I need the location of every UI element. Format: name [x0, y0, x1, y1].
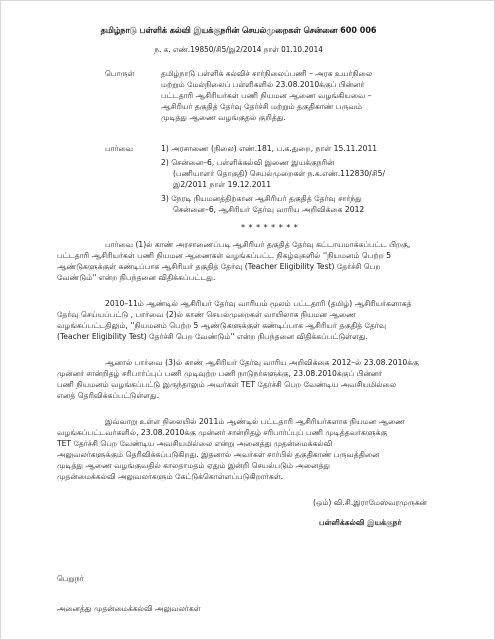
recipient-line: அனைத்து முதன்மைக்கல்வி அலுவலர்கள்: [57, 604, 201, 613]
paragraph-line: வழங்கப்பட்டதிலும், ''நியமனம் பெற்ற 5 ஆண்டுகளுக்குள் கண்டிப்பாக ஆசிரியர் தகுதித் தேர்வு: [57, 321, 387, 330]
paragraph-line: ஆனால் பார்வை (3)ல் காண் ஆசிரியர் தேர்வு வாரிய அறிவிக்கை 2012–ல் 23.08.2010க்கு: [105, 358, 419, 367]
recipient-label: பெறுநர்: [57, 574, 84, 583]
paragraph-line: TET தேர்ச்சி பெற வேண்டிய அவசியமில்லை என்று அனைத்து முதன்மைக்கல்வி: [57, 439, 333, 448]
subject-line: ஆசிரியர் தகுதித் தேர்வு தேர்ச்சி மற்றும் தகுதிகாண் பருவம்: [161, 102, 362, 111]
reference-number: ந. க. எண்.19850/சி5/இ2/2014 நாள் 01.10.2014: [154, 45, 323, 54]
paragraph-line: (Teacher Eligibility Test) தேர்ச்சி பெற வேண்டும்'' என்ற நிபந்தனை விதிக்கப்பட்டுள்ளது.: [57, 332, 368, 341]
section-divider: * * * * * * * *: [241, 223, 299, 232]
paragraph-line: முன்னர் சான்றிதழ் சரிபார்ப்புப் பணி முடிவுற்ற பணி நாடுநர்களுக்கு, 23.08.2010க்குப் பின்னர்: [57, 369, 383, 378]
paragraph-line: பட்டதாரி ஆசிரியர்கள் பணி நியமன ஆணைகள் வழங்கப்பட்ட நிகழ்வுகளில் ''நியமனம் பெற்ற 5: [57, 251, 392, 260]
subject-line: மற்றும் மேல்நிலைப் பள்ளிகளில் 23.08.2010க்குப் பின்னர்: [161, 80, 365, 89]
document-title: தமிழ்நாடு பள்ளிக் கல்வி இயக்குநரின் செயல்முறைகள் சென்னை 600 006: [100, 25, 377, 35]
reference-line: (பணியாளர் தொகுதி) செயல்முறைகள் ந.க.எண்.112830/சி5/: [173, 169, 386, 178]
subject-line: பட்டதாரி ஆசிரியர்கள் பணி நியமன ஆணை வழங்கியவை –: [161, 91, 372, 100]
paragraph-line: பணி நியமனம் வழங்கப்பட்டு இருந்தாலும் அவர்கள் TET தேர்ச்சி பெற வேண்டிய அவசியமில்லை: [57, 380, 397, 389]
reference-line: இ2/2011 நாள் 19.12.2011: [173, 180, 272, 189]
paragraph-line: இவ்வாறு உள்ள நிலையில் 2011ம் ஆண்டில் பட்டதாரி ஆசிரியர்களாக நியமன ஆணை: [105, 417, 405, 426]
paragraph-line: ஆண்டுகளுக்குள் கண்டிப்பாக ஆசிரியர் தகுதித் தேர்வு (Teacher Eligibility Test) தேர்ச்சி பெற: [57, 262, 381, 271]
paragraph-line: பார்வை (1)ல் காண் அரசாணைப்படி ஆசிரியர் தகுதித் தேர்வு கட்டாயமாக்கப்பட்ட பிறகு,: [105, 240, 411, 249]
reference-line: 3) நேரடி நியமனத்திற்கான ஆசிரியர் தகுதித் தேர்வு சார்ந்து: [161, 194, 362, 203]
signatory-designation: பள்ளிக்கல்வி இயக்குநர்: [319, 518, 402, 527]
reference-line: சென்னை–6, ஆசிரியர் தேர்வு வாரிய அறிவிக்கை 2012: [173, 205, 365, 214]
paragraph-line: வழங்கப்பட்டவர்களில், 23.08.2010க்கு முன்னர் சான்றிதழ் சரிபார்ப்புப் பணி முடித்தவர்களுக்கு: [57, 428, 388, 437]
paragraph-line: முதன்மைக்கல்வி அலுவலர்களும் கேட்டுக்கொள்ளப்படுகிறார்கள்.: [57, 472, 283, 481]
references-label: பார்வை: [105, 144, 134, 153]
paragraph-line: தேர்வு செய்யப்பட்டு , பார்வை (2)ல் காண் செயல்முறைகள் வாயிலாக நியமன ஆணை: [57, 310, 356, 319]
paragraph-line: எனத் தெரிவிக்கப்பட்டுள்ளது.: [57, 391, 160, 400]
subject-line: தமிழ்நாடு பள்ளிக் கல்விச் சார்நிலைப்பணி – அரசு உயர்நிலை: [161, 69, 373, 78]
reference-line: 1) அரசாணை (நிலை) எண்.181, ப.க.துறை, நாள் 15.11.2011: [161, 144, 378, 153]
paragraph-line: வேண்டும்'' என்ற நிபந்தனை விதிக்கப்பட்டது.: [57, 273, 216, 282]
subject-line: முடித்து ஆணை வழங்குதல் குறித்து.: [161, 113, 286, 122]
subject-label: பொருள்: [105, 69, 135, 78]
reference-line: 2) சென்னை–6, பள்ளிக்கல்வி இணை இயக்குநரின்: [161, 158, 335, 167]
paragraph-line: அலுவலர்களுக்கும் தெரிவிக்கப்படுகிறது. இதனால் அவர்கள் சார்பில் தகுதிகாண் பருவத்தினை: [57, 450, 380, 459]
paragraph-line: 2010–11ம் ஆண்டில் ஆசிரியர் தேர்வு வாரியம் மூலம் பட்டதாரி (தமிழ்) ஆசிரியர்களாகத்: [105, 299, 412, 308]
signatory-name: (ஒம்) வி.சி.இராமேஸ்வரமுருகன்: [313, 498, 428, 507]
paragraph-line: முடித்து ஆணை வழங்குவதில் காலதாமதம் ஏதும் இன்றி செயல்படும் அனைத்து: [57, 461, 330, 470]
